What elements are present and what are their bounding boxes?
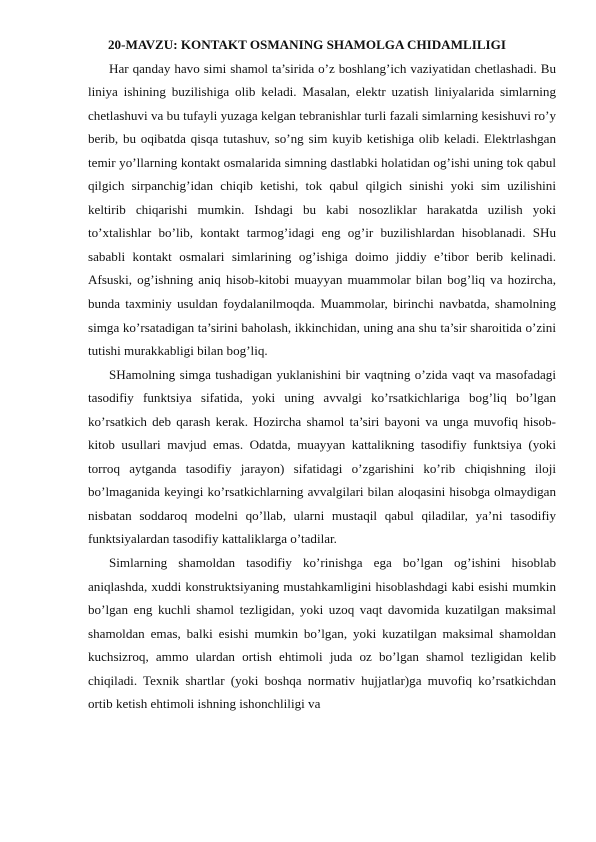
document-title: 20-MAVZU: KONTAKT OSMANING SHAMOLGA CHIDAMLILIGI [108, 37, 506, 52]
document-page [88, 33, 556, 716]
paragraph-3: Simlarning shamoldan tasodifiy ko’rinishga ega bo’lgan og’ishini hisoblab aniqlashda, xuddi konstruktsiyaning mustahkamligini hisoblashdagi kabi esishi mumkin bo’lgan eng kuchli shamol tezligidan, yoki uzoq vaqt davomida kuzatilgan maksimal shamoldan emas, balki esishi mumkin bo’lgan, yoki kuzatilgan maksimal shamoldan kuchsizroq, ammo ulardan ortish ehtimoli juda oz bo’lgan shamol tezligidan kelib chiqiladi. Texnik shartlar (yoki boshqa normativ hujjatlar)ga muvofiq ko’rsatkichdan ortib ketish ehtimoli ishning ishonchliligi va [88, 555, 556, 712]
paragraph-2: SHamolning simga tushadigan yuklanishini bir vaqtning o’zida vaqt va masofadagi tasodifiy funktsiya sifatida, yoki uning avvalgi ko’rsatkichlariga bog’liq bo’lgan ko’rsatkich deb qarash kerak. Hozircha shamol ta’siri bayoni va unga muvofiq hisob-kitob usullari mavjud emas. Odatda, muayyan kattalikning tasodifiy funktsiya (yoki torroq aytganda tasodifiy jarayon) sifatidagi o’zgarishini ko’rib chiqishning iloji bo’lmaganida keyingi ko’rsatkichlarning avvalgilari bilan aloqasini hisobga olmaydigan nisbatan soddaroq modelni qo’llab, ularni mustaqil qabul qiladilar, ya’ni tasodifiy funktsiyalardan tasodifiy kattaliklarga o’tadilar. [88, 366, 556, 547]
paragraph-1: Har qanday havo simi shamol ta’sirida o’z boshlang’ich vaziyatidan chetlashadi. Bu liniya ishining buzilishiga olib keladi. Masalan, elektr uzatish liniyalarida simlarning chetlashuvi va bu tufayli yuzaga kelgan tebranishlar turli fazali simlarning kesishuvi ro’y berib, bu oqibatda qisqa tutashuv, so’ng sim kuyib ketishiga olib keladi. Elektrlashgan temir yo’llarning kontakt osmalarida simning dastlabki holatidan og’ishi uning tok qabul qilgich sirpanchig’idan chiqib ketishi, tok qabul qilgich sinishi yoki sim uzilishini keltirib chiqarishi mumkin. Ishdagi bu kabi nosozliklar harakatda uzilish yoki to’xtalishlar bo’lib, kontakt tarmog’idagi eng og’ir buzilishlardan hisoblanadi. SHu sababli kontakt osmalari simlarining og’ishiga doimo jiddiy e’tibor berib kelinadi. Afsuski, og’ishning aniq hisob-kitobi muayyan muammolar bilan bog’liq va hozircha, bunda taxminiy usuldan foydalanilmoqda. Muammolar, birinchi navbatda, shamolning simga ko’rsatadigan ta’sirini baholash, ikkinchidan, uning ana shu ta’sir sharoitida o’zini tutishi murakkabligi bilan bog’liq. [88, 60, 556, 359]
